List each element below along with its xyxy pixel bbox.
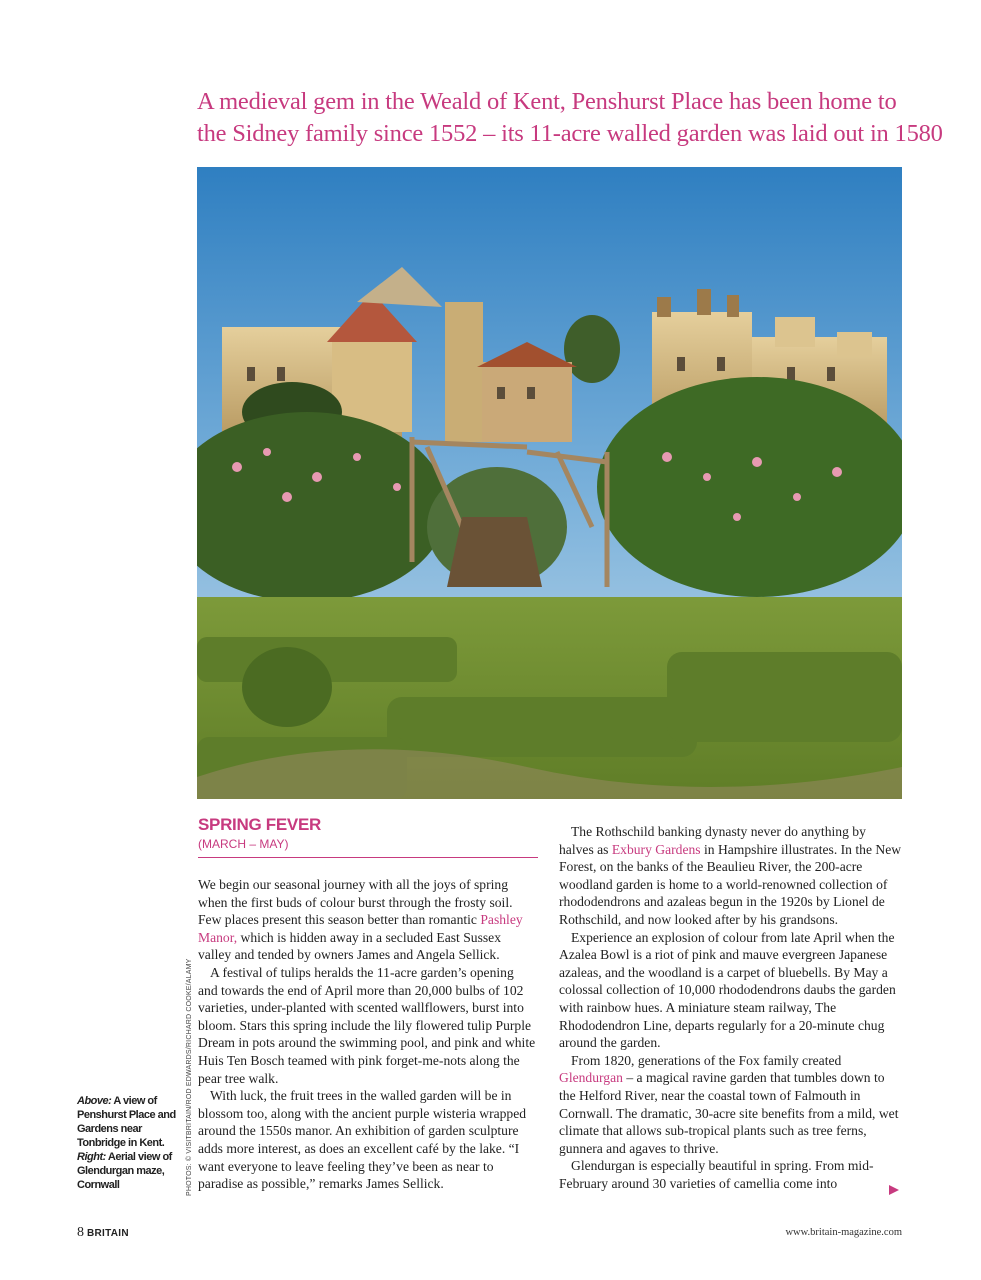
caption-label-right: Right: bbox=[77, 1151, 106, 1163]
exbury-gardens-link[interactable]: Exbury Gardens bbox=[611, 841, 701, 857]
photo-credit: PHOTOS: © VISITBRITAIN/ROD EDWARDS/RICHARD COOKE/ALAMY bbox=[186, 958, 193, 1196]
section-subtitle: (MARCH – MAY) bbox=[198, 837, 289, 851]
headline-line-2: the Sidney family since 1552 – its 11-acre walled garden was laid out in 1580 bbox=[197, 120, 943, 147]
paragraph bbox=[559, 1052, 902, 1158]
caption-text-above: A view of Penshurst Place and Gardens near Tonbridge in Kent. bbox=[77, 1095, 176, 1149]
section-header bbox=[198, 815, 536, 858]
paragraph bbox=[198, 876, 536, 964]
text: in Hampshire illustrates. In the New Forest, on the banks of the Beaulieu River, the 200-acre woodland garden is home to a world-renowned collection of rhododendrons and azaleas begun in the 1920s by Lionel de Rothschild, and now looked after by his grandsons. bbox=[559, 841, 902, 927]
paragraph: Experience an explosion of colour from late April when the Azalea Bowl is a riot of pink and mauve evergreen Japanese azaleas, and the woodland is a carpet of bluebells. By May a colossal collection of 10,000 rhododendrons daubs the garden with rainbow hues. A miniature steam railway, The Rhododendron Line, departs regularly for a 20-minute chug around the garden. bbox=[559, 929, 896, 1051]
article-column-1 bbox=[198, 876, 536, 1193]
paragraph: Glendurgan is especially beautiful in spring. From mid-February around 30 varieties of camellia come into bbox=[559, 1158, 874, 1191]
text: – a magical ravine garden that tumbles down to the Helford River, near the coastal town of Falmouth in Cornwall. The dramatic, 30-acre site benefits from a mild, wet climate that allows sub-tropical plants such as tree ferns, gunnera and agaves to thrive. bbox=[559, 1070, 899, 1156]
triangle-right-icon bbox=[889, 1185, 899, 1195]
photo-caption bbox=[77, 1094, 177, 1192]
page-footer bbox=[77, 1225, 129, 1241]
penshurst-place-photo bbox=[197, 167, 902, 799]
article-column-2 bbox=[559, 823, 902, 1192]
text: From 1820, generations of the Fox family created bbox=[571, 1052, 842, 1068]
headline-line-1: A medieval gem in the Weald of Kent, Penshurst Place has been home to bbox=[197, 88, 897, 115]
text: We begin our seasonal journey with all the joys of spring when the first buds of colour burst through the frosty soil. Few places present this season better than romantic bbox=[198, 877, 513, 928]
website-url[interactable]: www.britain-magazine.com bbox=[785, 1227, 902, 1238]
caption-label-above: Above: bbox=[77, 1095, 112, 1107]
headline bbox=[197, 86, 943, 150]
section-divider bbox=[198, 857, 538, 858]
text: which is hidden away in a secluded East Sussex valley and tended by owners James and Angela Sellick. bbox=[198, 929, 501, 963]
paragraph bbox=[559, 823, 902, 929]
paragraph: With luck, the fruit trees in the walled garden will be in blossom too, along with the ancient purple wisteria wrapped around the 1550s manor. An exhibition of garden sculpture adds more interest, as does an excellent café by the lake. “I want everyone to leave feeling they’ve been as near to paradise as possible,” remarks James Sellick. bbox=[198, 1088, 527, 1192]
glendurgan-link[interactable]: Glendurgan bbox=[559, 1070, 623, 1086]
text: The Rothschild banking dynasty never do anything by halves as bbox=[559, 824, 866, 857]
page-number: 8 bbox=[77, 1225, 84, 1240]
pashley-manor-link[interactable]: Pashley Manor, bbox=[198, 912, 523, 945]
caption-text-right: Aerial view of Glendurgan maze, Cornwall bbox=[77, 1151, 172, 1191]
magazine-brand: BRITAIN bbox=[87, 1228, 129, 1239]
section-title: SPRING FEVER bbox=[198, 815, 321, 834]
paragraph: A festival of tulips heralds the 11-acre garden’s opening and towards the end of April more than 20,000 bulbs of 102 varieties, under-planted with scented wallflowers, burst into bloom. Stars this spring include the lily flowered tulip Purple Dream in pots around the swimming pool, and pink and white Huis Ten Bosch teamed with pink forget-me-nots along the pear tree walk. bbox=[198, 964, 536, 1086]
